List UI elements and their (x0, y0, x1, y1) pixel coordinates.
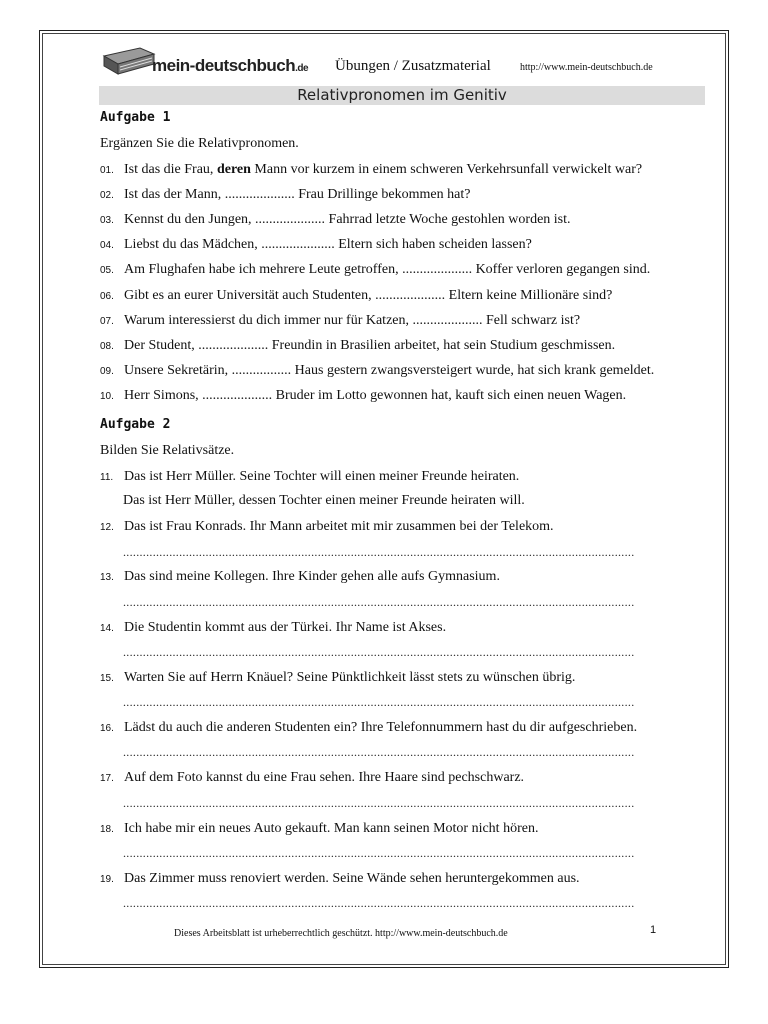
task1-item: 03. Kennst du den Jungen, .................... Fahrrad letzte Woche gestohlen worden ist. (100, 212, 571, 227)
item-number: 01. (100, 165, 114, 176)
task2-item: 13. Das sind meine Kollegen. Ihre Kinder gehen alle aufs Gymnasium. (100, 569, 500, 584)
page-number: 1 (650, 924, 657, 936)
header-url: http://www.mein-deutschbuch.de (520, 62, 653, 73)
task2-item: 12. Das ist Frau Konrads. Ihr Mann arbeitet mit mir zusammen bei der Telekom. (100, 519, 554, 534)
answer-line[interactable]: ........................................................................................................................................................... (123, 896, 635, 910)
task2-example-answer: Das ist Herr Müller, dessen Tochter einen meiner Freunde heiraten will. (123, 493, 525, 508)
task1-item: 10. Herr Simons, .................... Bruder im Lotto gewonnen hat, kauft sich einen neuen Wagen. (100, 388, 627, 403)
task1-heading: Aufgabe 1 (100, 110, 171, 125)
task1-item: 06. Gibt es an eurer Universität auch Studenten, .................... Eltern keine Millionäre sind? (100, 288, 613, 303)
task1-item: 08. Der Student, .................... Freundin in Brasilien arbeitet, hat sein Studium geschmissen. (100, 338, 616, 353)
copyright-notice: Dieses Arbeitsblatt ist urheberrechtlich geschützt. http://www.mein-deutschbuch.de (174, 928, 508, 939)
answer-line[interactable]: ........................................................................................................................................................... (123, 745, 635, 759)
task1-item: 01. Ist das die Frau, deren Mann vor kurzem in einem schweren Verkehrsunfall verwickelt war? (100, 162, 643, 177)
answer-line[interactable]: ........................................................................................................................................................... (123, 796, 635, 810)
book-stack-logo-icon (100, 44, 156, 78)
task2-item: 18. Ich habe mir ein neues Auto gekauft. Man kann seinen Motor nicht hören. (100, 821, 539, 836)
answer-line[interactable]: ........................................................................................................................................................... (123, 545, 635, 559)
task2-example: 11. Das ist Herr Müller. Seine Tochter will einen meiner Freunde heiraten. (100, 469, 520, 484)
worksheet-title: Relativpronomen im Genitiv (99, 86, 705, 105)
answer-line[interactable]: ........................................................................................................................................................... (123, 595, 635, 609)
task2-item: 15. Warten Sie auf Herrn Knäuel? Seine Pünktlichkeit lässt stets zu wünschen übrig. (100, 670, 576, 685)
brand-name: mein-deutschbuch.de (152, 56, 309, 75)
header-section: Übungen / Zusatzmaterial (335, 58, 491, 74)
task1-item: 09. Unsere Sekretärin, ................. Haus gestern zwangsversteigert wurde, hat sich krank gemeldet. (100, 363, 655, 378)
task2-item: 19. Das Zimmer muss renoviert werden. Seine Wände sehen heruntergekommen aus. (100, 871, 580, 886)
task2-item: 14. Die Studentin kommt aus der Türkei. Ihr Name ist Akses. (100, 620, 447, 635)
task2-item: 16. Lädst du auch die anderen Studenten ein? Ihre Telefonnummern hast du dir aufgeschrieben. (100, 720, 638, 735)
task1-item: 02. Ist das der Mann, .................... Frau Drillinge bekommen hat? (100, 187, 471, 202)
task1-item: 07. Warum interessierst du dich immer nur für Katzen, .................... Fell schwarz ist? (100, 313, 581, 328)
answer-line[interactable]: ........................................................................................................................................................... (123, 846, 635, 860)
answer-example: deren (216, 162, 251, 177)
answer-line[interactable]: ........................................................................................................................................................... (123, 645, 635, 659)
task2-instruction: Bilden Sie Relativsätze. (100, 443, 235, 458)
task2-heading: Aufgabe 2 (100, 417, 171, 432)
task1-instruction: Ergänzen Sie die Relativpronomen. (100, 136, 299, 151)
task1-item: 04. Liebst du das Mädchen, ..................... Eltern sich haben scheiden lassen? (100, 237, 532, 252)
task2-item: 17. Auf dem Foto kannst du eine Frau sehen. Ihre Haare sind pechschwarz. (100, 770, 525, 785)
answer-line[interactable]: ........................................................................................................................................................... (123, 695, 635, 709)
task1-item: 05. Am Flughafen habe ich mehrere Leute getroffen, .................... Koffer verloren gegangen sind. (100, 262, 651, 277)
